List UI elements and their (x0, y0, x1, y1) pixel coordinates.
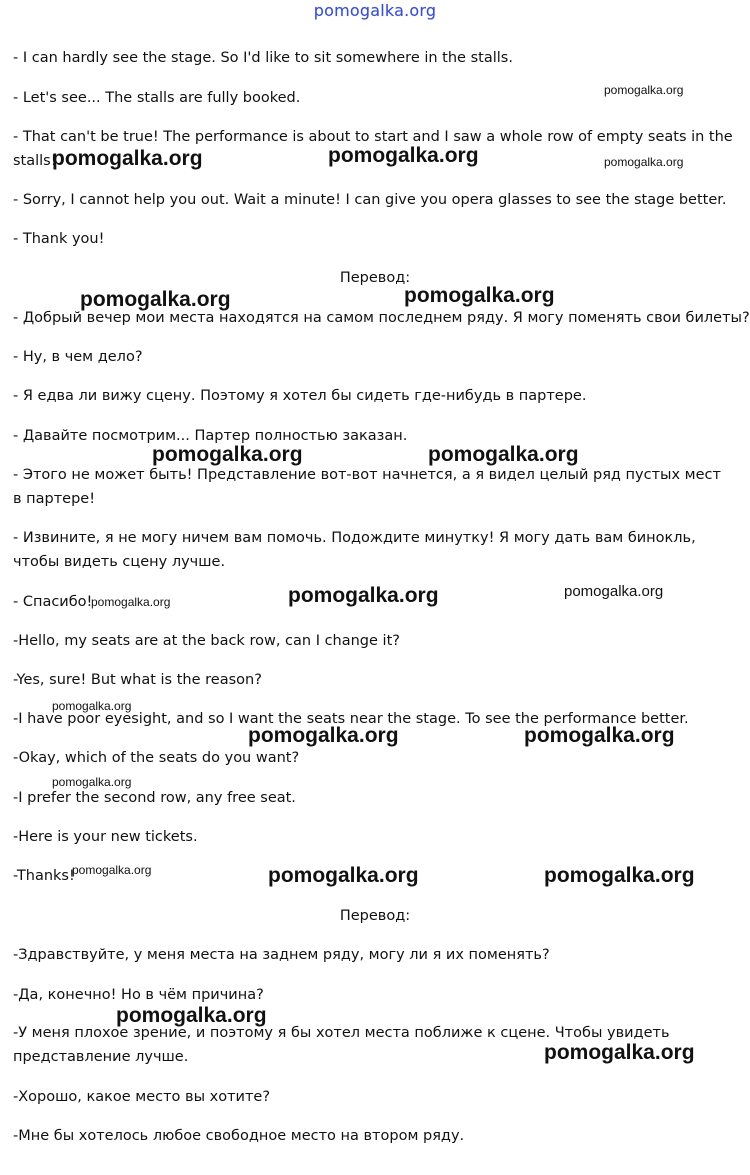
translation2-line-2: -Да, конечно! Но в чём причина? (13, 987, 264, 1003)
translation2-line-1: -Здравствуйте, у меня места на заднем ряду, могу ли я их поменять? (13, 947, 550, 963)
watermark: pomogalka.org (564, 583, 664, 600)
translation1-heading: Перевод: (339, 270, 411, 286)
watermark: pomogalka.org (404, 284, 555, 307)
dialogue1-line-5: - Thank you! (13, 231, 105, 247)
watermark: pomogalka.org (72, 863, 152, 877)
watermark: pomogalka.org (268, 864, 419, 887)
translation2-line-4: -Хорошо, какое место вы хотите? (13, 1089, 271, 1105)
dialogue2-line-3: -I have poor eyesight, and so I want the seats near the stage. To see the performance better. (13, 711, 689, 727)
dialogue2-line-5: -I prefer the second row, any free seat. (13, 790, 296, 806)
translation1-line-2: - Ну, в чем дело? (13, 349, 143, 365)
dialogue2-line-1: -Hello, my seats are at the back row, can I change it? (13, 633, 400, 649)
dialogue1-line-2: - Let's see... The stalls are fully booked. (13, 90, 301, 106)
watermark: pomogalka.org (52, 775, 132, 789)
translation1-line-3: - Я едва ли вижу сцену. Поэтому я хотел бы сидеть где-нибудь в партере. (13, 388, 587, 404)
dialogue1-line-3: - That can't be true! The performance is about to start and I saw a whole row of empty seats in the stalls! (13, 129, 733, 169)
translation2-line-3: -У меня плохое зрение, и поэтому я бы хотел места поближе к сцене. Чтобы увидеть представление лучше. (13, 1025, 670, 1065)
dialogue2-line-4: -Okay, which of the seats do you want? (13, 750, 300, 766)
dialogue2-line-2: -Yes, sure! But what is the reason? (13, 672, 262, 688)
translation2-heading: Перевод: (339, 908, 411, 924)
dialogue1-line-4: - Sorry, I cannot help you out. Wait a minute! I can give you opera glasses to see the stage better. (13, 192, 727, 208)
watermark: pomogalka.org (152, 443, 303, 466)
watermark: pomogalka.org (52, 147, 203, 170)
translation2-line-5: -Мне бы хотелось любое свободное место на втором ряду. (13, 1128, 465, 1144)
watermark: pomogalka.org (604, 155, 684, 169)
watermark: pomogalka.org (91, 595, 171, 609)
watermark: pomogalka.org (248, 724, 399, 747)
site-header-link[interactable]: pomogalka.org (313, 1, 437, 20)
translation1-line-5: - Этого не может быть! Представление вот-вот начнется, а я видел целый ряд пустых мест в партере! (13, 467, 721, 507)
translation1-line-6: - Извините, я не могу ничем вам помочь. Подождите минутку! Я могу дать вам бинокль, чтобы видеть сцену лучше. (13, 530, 696, 570)
watermark: pomogalka.org (544, 1041, 695, 1064)
translation1-line-1: - Добрый вечер мои места находятся на самом последнем ряду. Я могу поменять свои билеты? (13, 310, 750, 326)
watermark: pomogalka.org (544, 864, 695, 887)
translation1-line-4: - Давайте посмотрим... Партер полностью заказан. (13, 428, 408, 444)
translation1-line-7: - Спасибо! (13, 594, 93, 610)
watermark: pomogalka.org (524, 724, 675, 747)
dialogue2-line-7: -Thanks! (13, 868, 75, 884)
watermark: pomogalka.org (428, 443, 579, 466)
watermark: pomogalka.org (328, 144, 479, 167)
dialogue1-line-1: - I can hardly see the stage. So I'd like to sit somewhere in the stalls. (13, 50, 513, 66)
dialogue2-line-6: -Here is your new tickets. (13, 829, 198, 845)
watermark: pomogalka.org (288, 584, 439, 607)
watermark: pomogalka.org (116, 1004, 267, 1027)
watermark: pomogalka.org (52, 699, 132, 713)
watermark: pomogalka.org (604, 83, 684, 97)
watermark: pomogalka.org (80, 288, 231, 311)
